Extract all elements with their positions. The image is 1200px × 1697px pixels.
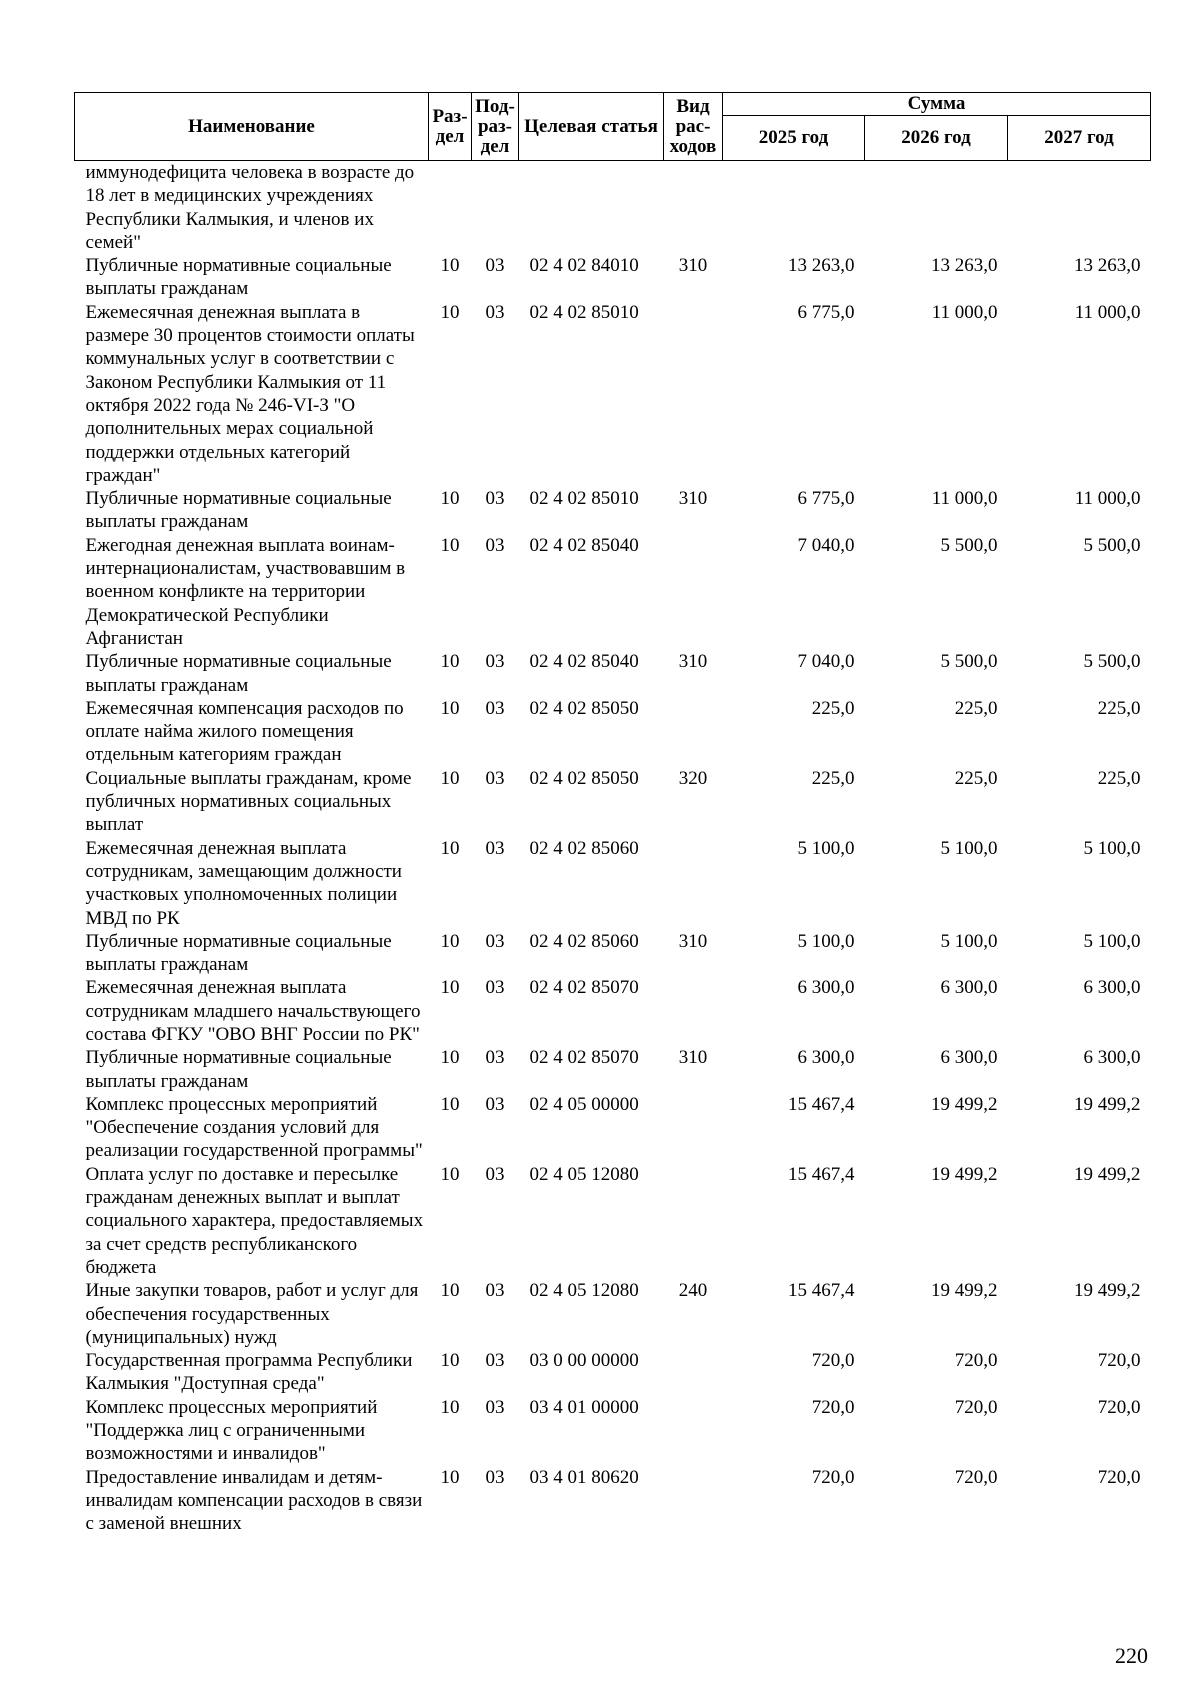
row-section: 10 — [440, 767, 460, 789]
row-sum-2027: 225,0 — [1097, 767, 1141, 789]
row-target: 02 4 02 85010 — [529, 488, 639, 510]
row-kind: 310 — [678, 651, 708, 673]
row-kind: 310 — [678, 1047, 708, 1069]
row-subsection: 03 — [485, 977, 505, 999]
row-sum-2025: 5 100,0 — [797, 837, 855, 859]
row-target: 02 4 02 85050 — [529, 767, 639, 789]
table-header — [75, 93, 1151, 161]
row-target: 02 4 02 85060 — [529, 930, 639, 952]
row-name: Ежегодная денежная выплата воинам-интернационалистам, участвовавшим в военном конфликте на территории Демократической Республики Афганистан — [85, 534, 406, 649]
row-kind: 310 — [678, 930, 708, 952]
row-kind — [664, 697, 723, 767]
row-subsection: 03 — [485, 930, 505, 952]
row-kind — [664, 301, 723, 487]
row-sum-2027: 11 000,0 — [1074, 301, 1141, 323]
row-sum-2027: 720,0 — [1097, 1350, 1141, 1372]
row-name: Государственная программа Республики Калмыкия "Доступная среда" — [85, 1350, 413, 1395]
row-sum-2025: 15 467,4 — [788, 1163, 855, 1185]
row-subsection: 03 — [485, 301, 505, 323]
row-name: Иные закупки товаров, работ и услуг для обеспечения государственных (муниципальных) нужд — [85, 1280, 419, 1348]
row-sum-2025: 225,0 — [811, 697, 855, 719]
row-sum-2026: 19 499,2 — [931, 1163, 998, 1185]
row-name: Комплекс процессных мероприятий "Поддержка лиц с ограниченными возможностями и инвалидов" — [85, 1396, 378, 1465]
row-section: 10 — [440, 1280, 460, 1302]
row-sum-2025: 720,0 — [811, 1396, 855, 1418]
row-section: 10 — [440, 488, 460, 510]
row-sum-2027: 5 500,0 — [1083, 651, 1141, 673]
table-row — [75, 487, 1151, 534]
row-sum-2027: 19 499,2 — [1074, 1093, 1141, 1115]
row-sum-2027: 720,0 — [1097, 1466, 1141, 1488]
row-section: 10 — [440, 534, 460, 556]
row-subsection: 03 — [485, 767, 505, 789]
row-sum-2026: 13 263,0 — [931, 255, 998, 277]
row-subsection: 03 — [485, 651, 505, 673]
row-sum-2025: 6 775,0 — [797, 301, 855, 323]
row-sum-2026: 5 500,0 — [940, 651, 998, 673]
table-row — [75, 1046, 1151, 1093]
row-kind: 240 — [678, 1280, 708, 1302]
header-sum: Сумма — [723, 93, 1151, 116]
row-target: 02 4 02 85010 — [529, 301, 639, 323]
row-section: 10 — [440, 930, 460, 952]
row-name: Комплекс процессных мероприятий "Обеспечение создания условий для реализации государственной программы" — [85, 1093, 423, 1162]
row-target: 03 4 01 00000 — [529, 1396, 639, 1418]
row-name: иммунодефицита человека в возрасте до 18 лет в медицинских учреждениях Республики Калмыкия, и членов их семей" — [85, 162, 415, 253]
table-row — [75, 1396, 1151, 1466]
row-subsection: 03 — [485, 697, 505, 719]
row-kind — [664, 1349, 723, 1396]
table-row — [75, 930, 1151, 977]
row-subsection: 03 — [485, 1396, 505, 1418]
table-row — [75, 1163, 1151, 1279]
header-year-2027: 2027 год — [1008, 116, 1151, 161]
row-section: 10 — [440, 1466, 460, 1488]
row-sum-2026: 720,0 — [954, 1466, 998, 1488]
row-sum-2026: 5 500,0 — [940, 534, 998, 556]
row-sum-2025: 5 100,0 — [797, 930, 855, 952]
row-name: Ежемесячная компенсация расходов по оплате найма жилого помещения отдельным категориям граждан — [85, 697, 404, 766]
header-kind — [664, 93, 723, 161]
table-row — [75, 767, 1151, 837]
row-subsection: 03 — [485, 1280, 505, 1302]
row-sum-2026: 5 100,0 — [940, 837, 998, 859]
row-sum-2026: 225,0 — [954, 767, 998, 789]
row-kind — [664, 1466, 723, 1536]
row-sum-2025: 15 467,4 — [788, 1280, 855, 1302]
row-subsection: 03 — [485, 1163, 505, 1185]
row-section: 10 — [440, 1163, 460, 1185]
row-sum-2026: 6 300,0 — [940, 977, 998, 999]
table-row — [75, 1349, 1151, 1396]
row-sum-2026: 6 300,0 — [940, 1047, 998, 1069]
row-target: 02 4 02 85040 — [529, 651, 639, 673]
row-target: 02 4 02 85070 — [529, 1047, 639, 1069]
row-kind — [664, 161, 723, 255]
row-subsection: 03 — [485, 837, 505, 859]
row-subsection: 03 — [485, 1466, 505, 1488]
row-sum-2025: 6 300,0 — [797, 1047, 855, 1069]
row-name: Публичные нормативные социальные выплаты гражданам — [85, 488, 392, 533]
row-target: 02 4 02 85070 — [529, 977, 639, 999]
row-section: 10 — [440, 651, 460, 673]
row-sum-2026: 11 000,0 — [931, 301, 998, 323]
row-kind: 320 — [678, 767, 708, 789]
row-target: 02 4 02 84010 — [529, 255, 639, 277]
row-section: 10 — [440, 1350, 460, 1372]
row-name: Публичные нормативные социальные выплаты гражданам — [85, 255, 392, 300]
row-name: Оплата услуг по доставке и пересылке гражданам денежных выплат и выплат социального характера, предоставляемых за счет средств республиканского бюджета — [85, 1163, 424, 1278]
row-subsection — [472, 161, 519, 255]
header-section-label: Раз-дел — [432, 105, 468, 147]
header-year-2025: 2025 год — [723, 116, 865, 161]
row-kind — [664, 1396, 723, 1466]
row-sum-2026: 19 499,2 — [931, 1280, 998, 1302]
table-row — [75, 650, 1151, 697]
row-sum-2025: 13 263,0 — [788, 255, 855, 277]
table-row — [75, 1093, 1151, 1163]
table-row — [75, 254, 1151, 301]
row-target: 02 4 05 12080 — [529, 1163, 639, 1185]
row-sum-2025: 6 300,0 — [797, 977, 855, 999]
row-target — [519, 161, 664, 255]
row-sum-2025: 225,0 — [811, 767, 855, 789]
row-sum-2025: 720,0 — [811, 1466, 855, 1488]
row-name: Ежемесячная денежная выплата в размере 30 процентов стоимости оплаты коммунальных услуг в соответствии с Законом Республики Калмыкия от 11 октября 2022 года № 246-VI-З "О дополнительных мерах социальной поддержки отдельных категорий граждан" — [85, 301, 415, 486]
row-kind — [664, 837, 723, 930]
row-name: Ежемесячная денежная выплата сотрудникам младшего начальствующего состава ФГКУ "ОВО ВНГ России по РК" — [85, 977, 421, 1045]
row-sum-2026: 11 000,0 — [931, 488, 998, 510]
row-target: 03 4 01 80620 — [529, 1466, 639, 1488]
row-name: Ежемесячная денежная выплата сотрудникам, замещающим должности участковых уполномоченных полиции МВД по РК — [85, 837, 402, 929]
header-kind-label: Вид рас-ходов — [669, 95, 717, 157]
row-kind: 310 — [678, 488, 708, 510]
row-sum-2027: 19 499,2 — [1074, 1163, 1141, 1185]
row-subsection: 03 — [485, 1350, 505, 1372]
row-name: Публичные нормативные социальные выплаты гражданам — [85, 651, 392, 696]
row-section: 10 — [440, 837, 460, 859]
row-sum-2027: 19 499,2 — [1074, 1280, 1141, 1302]
row-sum-2025: 720,0 — [811, 1350, 855, 1372]
row-subsection: 03 — [485, 534, 505, 556]
table-row — [75, 161, 1151, 255]
table-row — [75, 837, 1151, 930]
header-name: Наименование — [75, 93, 429, 161]
row-target: 02 4 02 85050 — [529, 697, 639, 719]
row-kind — [664, 1093, 723, 1163]
row-subsection: 03 — [485, 255, 505, 277]
row-sum-2027: 5 100,0 — [1083, 837, 1141, 859]
table-row — [75, 301, 1151, 487]
row-name: Публичные нормативные социальные выплаты гражданам — [85, 1047, 392, 1092]
row-kind — [664, 1163, 723, 1279]
row-sum-2027: 225,0 — [1097, 697, 1141, 719]
row-name: Предоставление инвалидам и детям-инвалидам компенсации расходов в связи с заменой внешних — [85, 1466, 423, 1535]
table-row — [75, 697, 1151, 767]
row-sum-2027: 5 500,0 — [1083, 534, 1141, 556]
row-sum-2027 — [1008, 161, 1151, 255]
page-number: 220 — [1115, 1643, 1148, 1668]
row-target: 02 4 05 12080 — [529, 1280, 639, 1302]
header-subsection — [472, 93, 519, 161]
table-row — [75, 1279, 1151, 1349]
header-section — [429, 93, 472, 161]
table-row — [75, 534, 1151, 650]
row-sum-2027: 5 100,0 — [1083, 930, 1141, 952]
row-section: 10 — [440, 1396, 460, 1418]
row-sum-2027: 6 300,0 — [1083, 1047, 1141, 1069]
row-sum-2025: 6 775,0 — [797, 488, 855, 510]
row-name: Социальные выплаты гражданам, кроме публичных нормативных социальных выплат — [85, 767, 412, 836]
row-sum-2026 — [865, 161, 1008, 255]
table-body — [75, 161, 1151, 1536]
row-kind — [664, 534, 723, 650]
row-section: 10 — [440, 977, 460, 999]
row-sum-2025: 7 040,0 — [797, 651, 855, 673]
row-kind — [664, 976, 723, 1046]
row-section: 10 — [440, 255, 460, 277]
row-section: 10 — [440, 301, 460, 323]
row-sum-2027: 13 263,0 — [1074, 255, 1141, 277]
header-target: Целевая статья — [519, 93, 664, 161]
row-section — [429, 161, 472, 255]
row-subsection: 03 — [485, 1093, 505, 1115]
row-sum-2025 — [723, 161, 865, 255]
row-kind: 310 — [678, 255, 708, 277]
row-sum-2026: 19 499,2 — [931, 1093, 998, 1115]
row-sum-2026: 225,0 — [954, 697, 998, 719]
row-sum-2027: 720,0 — [1097, 1396, 1141, 1418]
row-subsection: 03 — [485, 488, 505, 510]
header-year-2026: 2026 год — [865, 116, 1008, 161]
header-subsection-label: Под-раз-дел — [475, 95, 515, 157]
row-target: 02 4 05 00000 — [529, 1093, 639, 1115]
row-section: 10 — [440, 697, 460, 719]
table-row — [75, 1466, 1151, 1536]
table-row — [75, 976, 1151, 1046]
row-sum-2025: 7 040,0 — [797, 534, 855, 556]
row-section: 10 — [440, 1093, 460, 1115]
row-target: 02 4 02 85040 — [529, 534, 639, 556]
row-name: Публичные нормативные социальные выплаты гражданам — [85, 930, 392, 976]
row-target: 02 4 02 85060 — [529, 837, 639, 859]
row-sum-2026: 720,0 — [954, 1350, 998, 1372]
row-sum-2025: 15 467,4 — [788, 1093, 855, 1115]
row-sum-2026: 5 100,0 — [940, 930, 998, 952]
row-sum-2027: 6 300,0 — [1083, 977, 1141, 999]
row-sum-2027: 11 000,0 — [1074, 488, 1141, 510]
row-section: 10 — [440, 1047, 460, 1069]
budget-table — [74, 92, 1151, 1536]
row-subsection: 03 — [485, 1047, 505, 1069]
row-target: 03 0 00 00000 — [529, 1350, 639, 1372]
row-sum-2026: 720,0 — [954, 1396, 998, 1418]
